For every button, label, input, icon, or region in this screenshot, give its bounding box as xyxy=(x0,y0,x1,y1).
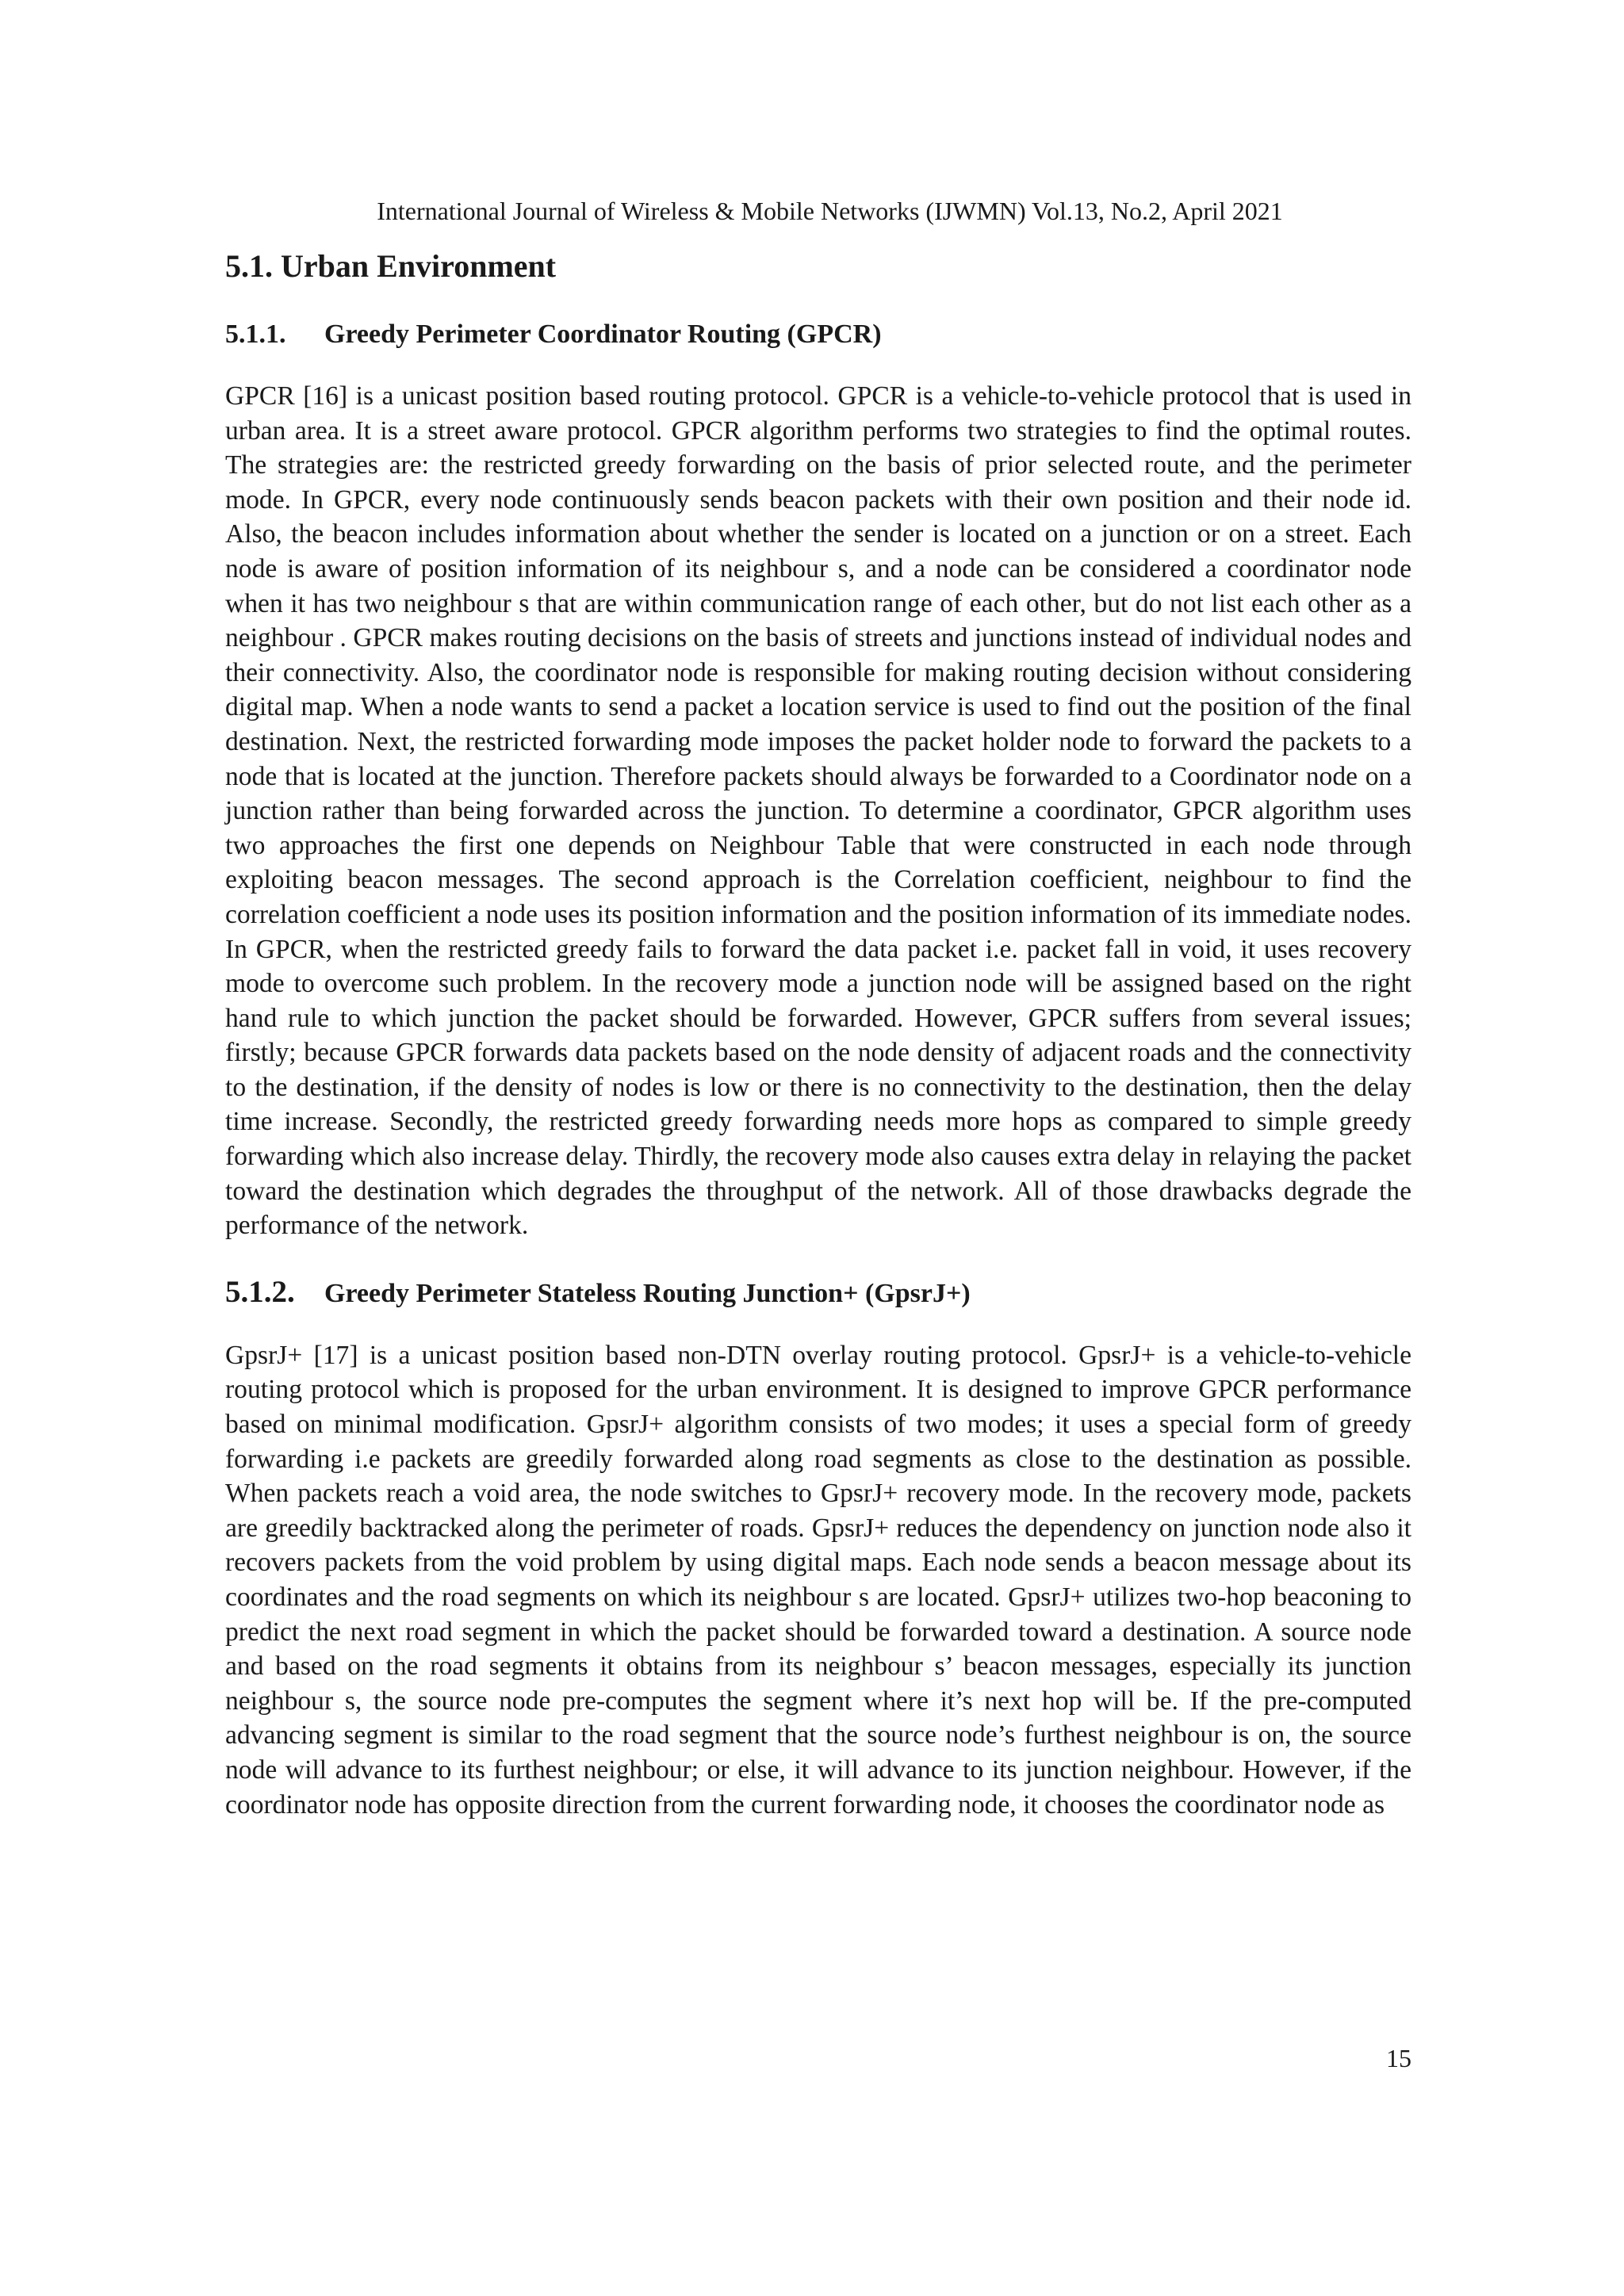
page-number: 15 xyxy=(1386,2044,1411,2072)
subsection-number: 5.1.1. xyxy=(225,320,286,349)
page-content xyxy=(225,244,1411,1822)
section-title: 5.1. Urban Environment xyxy=(225,248,557,284)
paragraph-gpcr: GPCR [16] is a unicast position based routing protocol. GPCR is a vehicle-to-vehicle protocol that is used in urban area. It is a street aware protocol. GPCR algorithm performs two strategies to find the optimal routes. The strategies are: the restricted greedy forwarding on the basis of prior selected route, and the perimeter mode. In GPCR, every node continuously sends beacon packets with their own position and their node id. Also, the beacon includes information about whether the sender is located on a junction or on a street. Each node is aware of position information of its neighbour s, and a node can be considered a coordinator node when it has two neighbour s that are within communication range of each other, but do not list each other as a neighbour . GPCR makes routing decisions on the basis of streets and junctions instead of individual nodes and their connectivity. Also, the coordinator node is responsible for making routing decision without considering digital map. When a node wants to send a packet a location service is used to find out the position of the final destination. Next, the restricted forwarding mode imposes the packet holder node to forward the packets to a node that is located at the junction. Therefore packets should always be forwarded to a Coordinator node on a junction rather than being forwarded across the junction. To determine a coordinator, GPCR algorithm uses two approaches the first one depends on Neighbour Table that were constructed in each node through exploiting beacon messages. The second approach is the Correlation coefficient, neighbour to find the correlation coefficient a node uses its position information and the position information of its immediate nodes. In GPCR, when the restricted greedy fails to forward the data packet i.e. packet fall in void, it uses recovery mode to overcome such problem. In the recovery mode a junction node will be assigned based on the right hand rule to which junction the packet should be forwarded. However, GPCR suffers from several issues; firstly; because GPCR forwards data packets based on the node density of adjacent roads and the connectivity to the destination, if the density of nodes is low or there is no connectivity to the destination, then the delay time increase. Secondly, the restricted greedy forwarding needs more hops as compared to simple greedy forwarding which also increase delay. Thirdly, the recovery mode also causes extra delay in relaying the packet toward the destination which degrades the throughput of the network. All of those drawbacks degrade the performance of the network. xyxy=(225,381,1411,1241)
subsection-title-text: Greedy Perimeter Coordinator Routing (GPCR) xyxy=(324,320,882,349)
subsection-title-gpsrj xyxy=(225,1273,1411,1313)
subsection-number: 5.1.2. xyxy=(225,1274,295,1309)
subsection-title-gpcr xyxy=(225,316,1411,354)
subsection-title-text: Greedy Perimeter Stateless Routing Junction+ (GpsrJ+) xyxy=(324,1278,971,1308)
paragraph-gpsrj: GpsrJ+ [17] is a unicast position based non-DTN overlay routing protocol. GpsrJ+ is a vehicle-to-vehicle routing protocol which is proposed for the urban environment. It is designed to improve GPCR performance based on minimal modification. GpsrJ+ algorithm consists of two modes; it uses a special form of greedy forwarding i.e packets are greedily forwarded along road segments as close to the destination as possible. When packets reach a void area, the node switches to GpsrJ+ recovery mode. In the recovery mode, packets are greedily backtracked along the perimeter of roads. GpsrJ+ reduces the dependency on junction node also it recovers packets from the void problem by using digital maps. Each node sends a beacon message about its coordinates and the road segments on which its neighbour s are located. GpsrJ+ utilizes two-hop beaconing to predict the next road segment in which the packet should be forwarded toward a destination. A source node and based on the road segments it obtains from its neighbour s’ beacon messages, especially its junction neighbour s, the source node pre-computes the segment where it’s next hop will be. If the pre-computed advancing segment is similar to the road segment that the source node’s furthest neighbour is on, the source node will advance to its furthest neighbour; or else, it will advance to its junction neighbour. However, if the coordinator node has opposite direction from the current forwarding node, it chooses the coordinator node as xyxy=(225,1340,1411,1820)
journal-header: International Journal of Wireless & Mobile Networks (IJWMN) Vol.13, No.2, April 2021 xyxy=(377,197,1283,225)
